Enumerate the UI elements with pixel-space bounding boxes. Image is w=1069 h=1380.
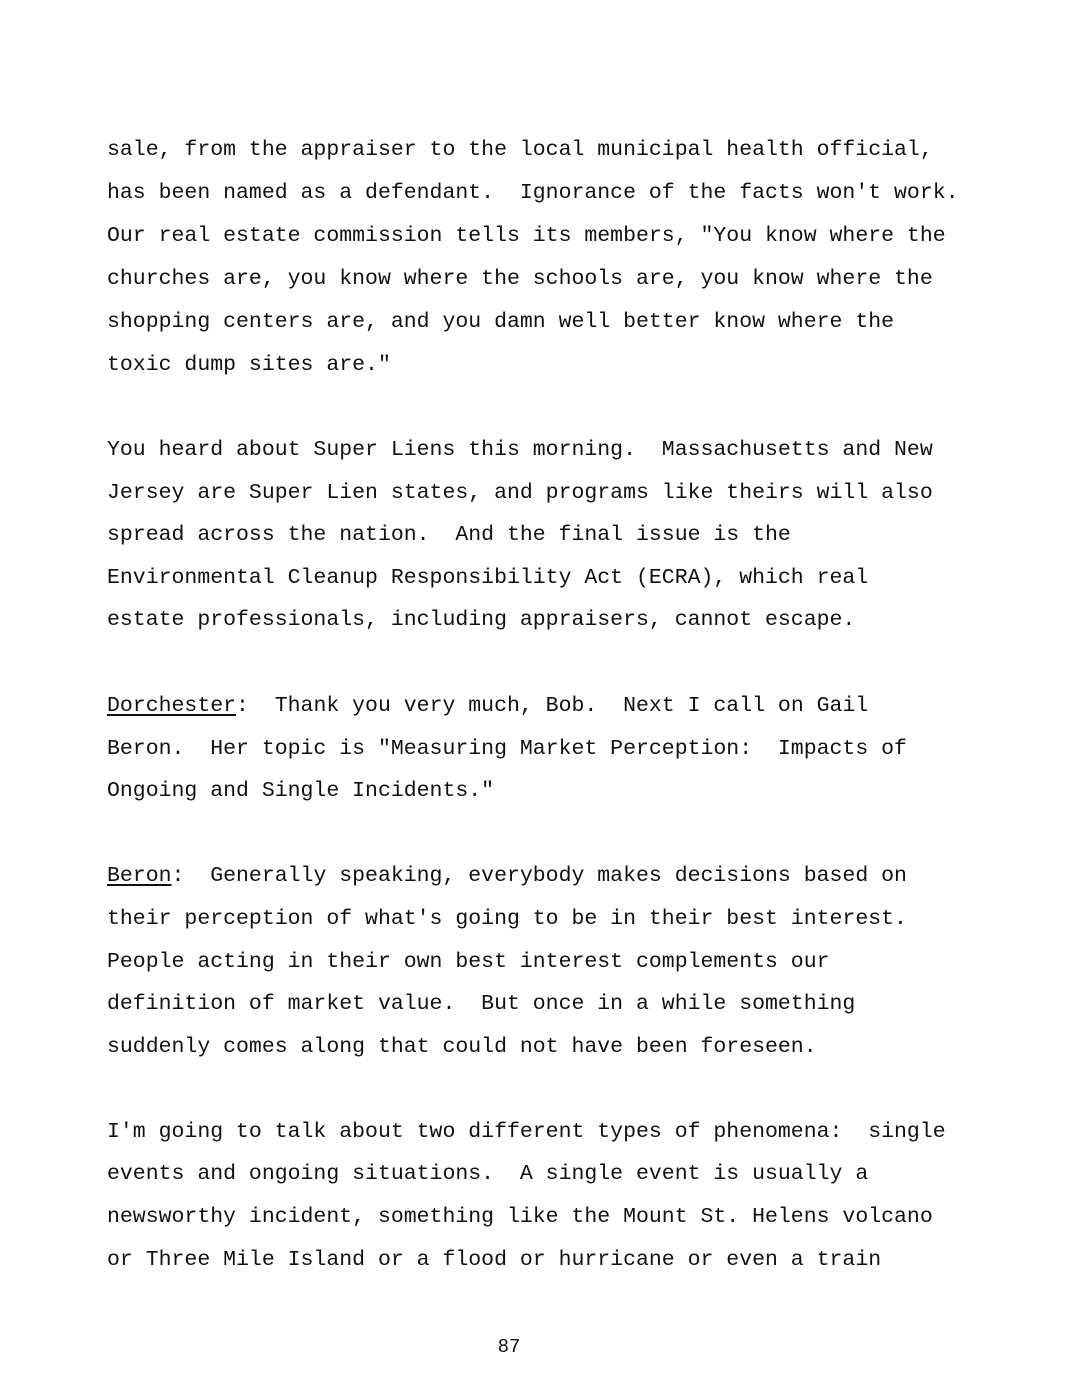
text-line: Ongoing and Single Incidents." [107,779,495,803]
text-line: spread across the nation. And the final issue is the [107,523,791,547]
text-line: Beron. Her topic is "Measuring Market Perception: Impacts of [107,737,907,761]
text-line: I'm going to talk about two different types of phenomena: single [107,1120,946,1144]
text-line: Environmental Cleanup Responsibility Act (ECRA), which real [107,566,869,590]
text-line: definition of market value. But once in a while something [107,992,856,1016]
text-line: sale, from the appraiser to the local municipal health official, [107,138,933,162]
speaker-text: : Generally speaking, everybody makes decisions based on [171,864,907,888]
text-line: You heard about Super Liens this morning. Massachusetts and New [107,438,933,462]
speaker-name: Dorchester [107,694,237,718]
text-line: their perception of what's going to be in their best interest. [107,907,907,931]
text-line: has been named as a defendant. Ignorance of the facts won't work. [107,181,959,205]
speaker-line [107,693,868,719]
text-line: or Three Mile Island or a flood or hurricane or even a train [107,1248,882,1272]
text-line: newsworthy incident, something like the Mount St. Helens volcano [107,1205,933,1229]
page-number: 87 [497,1336,521,1358]
speaker-name: Beron [107,864,172,888]
text-line: events and ongoing situations. A single event is usually a [107,1162,869,1186]
text-line: Jersey are Super Lien states, and programs like theirs will also [107,481,933,505]
text-line: Our real estate commission tells its members, "You know where the [107,224,946,248]
text-line: shopping centers are, and you damn well better know where the [107,310,895,334]
text-line: People acting in their own best interest complements our [107,950,830,974]
text-line: toxic dump sites are." [107,353,391,377]
text-line: suddenly comes along that could not have been foreseen. [107,1035,817,1059]
speaker-line [107,863,907,889]
speaker-text: : Thank you very much, Bob. Next I call on Gail [236,694,869,718]
text-line: churches are, you know where the schools are, you know where the [107,267,933,291]
text-line: estate professionals, including appraisers, cannot escape. [107,608,856,632]
